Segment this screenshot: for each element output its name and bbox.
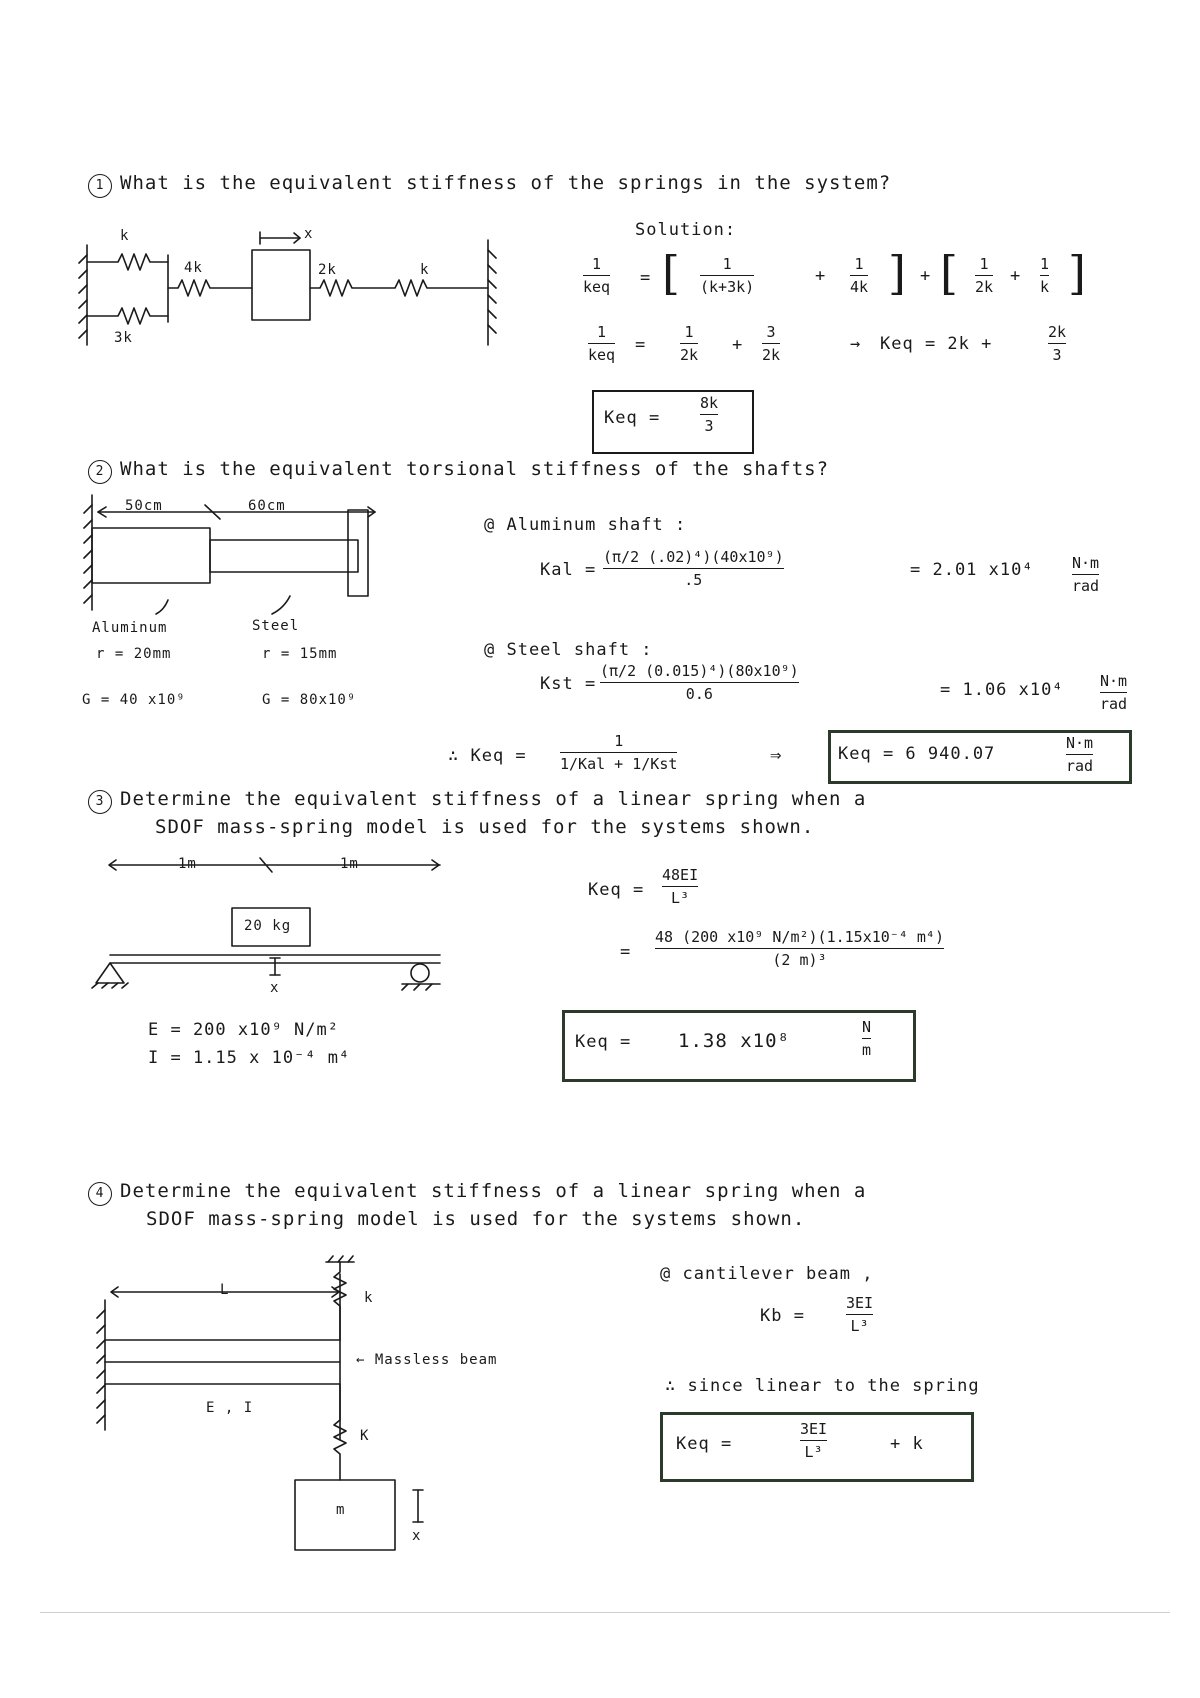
q1-eq1-term2: 1 4k: [850, 255, 869, 296]
q1-eq1-bracket-close2: ]: [1068, 246, 1087, 300]
q1-eq1-term4: 1 k: [1040, 255, 1050, 296]
q2-fig-r1: r = 20mm: [96, 646, 172, 662]
q2-al-frac: (π/2 (.02)⁴)(40x10⁹) .5: [603, 548, 784, 589]
q1-eq2-plus: +: [732, 335, 744, 355]
q2-question: [88, 458, 829, 484]
q1-eq1-bracket-close: ]: [888, 246, 907, 300]
q4-fig-beam-label: ← Massless beam: [356, 1352, 498, 1368]
q1-eq1-lhs: 1 keq: [583, 255, 611, 296]
q2-fig-len2: 60cm: [248, 498, 286, 514]
q1-fig-k-right2: k: [420, 262, 430, 278]
q4-cant-label: @ cantilever beam ,: [660, 1264, 874, 1284]
q2-question-text: What is the equivalent torsional stiffness of the shafts?: [120, 458, 830, 480]
q2-fig-g2: G = 80x10⁹: [262, 692, 357, 708]
q1-eq3-frac: 2k 3: [1048, 323, 1067, 364]
q1-fig-k-mid: 4k: [184, 260, 203, 276]
q1-eq3-lhs: Keq = 2k +: [880, 334, 993, 354]
page-bottom-divider: [40, 1612, 1170, 1613]
q2-fig-r2: r = 15mm: [262, 646, 338, 662]
q1-eq1-term1: 1 (k+3k): [700, 255, 755, 296]
q2-number: 2: [88, 460, 112, 484]
q3-fig-e: E = 200 x10⁹ N/m²: [148, 1020, 339, 1040]
q1-eq1-equals: =: [640, 268, 652, 288]
q3-keq-lhs: Keq =: [588, 880, 645, 900]
q1-number: 1: [88, 174, 112, 198]
q2-keq-lhs: ∴ Keq =: [448, 746, 527, 766]
q2-st-unit: N·m rad: [1100, 672, 1128, 713]
q2-al-label: @ Aluminum shaft :: [484, 515, 687, 535]
q4-number: 4: [88, 1182, 112, 1206]
q3-question-line1: [88, 788, 866, 814]
q2-al-lhs: Kal =: [540, 560, 597, 580]
q3-sub-equals: =: [620, 942, 632, 962]
q3-fig-len1: 1m: [178, 856, 197, 872]
q2-fig-mat1: Aluminum: [92, 620, 168, 636]
q2-fig-mat2: Steel: [252, 618, 300, 634]
q4-question-text: Determine the equivalent stiffness of a linear spring when a: [120, 1180, 867, 1202]
q1-spring-system-figure: [79, 232, 496, 345]
q4-kb-lhs: Kb =: [760, 1306, 805, 1326]
q3-result-lhs: Keq =: [575, 1032, 632, 1052]
q3-question-line2: SDOF mass-spring model is used for the systems shown.: [155, 816, 815, 838]
q3-keq-frac: 48EI L³: [662, 866, 699, 907]
q1-question: [88, 172, 891, 198]
q2-st-lhs: Kst =: [540, 674, 597, 694]
q4-fig-mass: m: [336, 1502, 346, 1518]
q1-eq2-lhs: 1 keq: [588, 323, 616, 364]
q3-fig-disp: x: [270, 980, 280, 996]
q1-eq2-term1: 1 2k: [680, 323, 699, 364]
q1-eq1-bracket-open: [: [662, 246, 681, 300]
q3-number: 3: [88, 790, 112, 814]
q1-eq2-equals: =: [635, 335, 647, 355]
q2-st-result: = 1.06 x10⁴: [940, 680, 1064, 700]
q1-eq1-term3: 1 2k: [975, 255, 994, 296]
q4-fig-k-bot: K: [360, 1428, 370, 1444]
q4-cantilever-figure: [97, 1256, 423, 1550]
q3-question-text: Determine the equivalent stiffness of a linear spring when a: [120, 788, 867, 810]
q1-fig-k-top: k: [120, 228, 130, 244]
q2-al-result: = 2.01 x10⁴: [910, 560, 1034, 580]
q4-question-line1: [88, 1180, 866, 1206]
q2-st-label: @ Steel shaft :: [484, 640, 653, 660]
q1-solution-label: Solution:: [635, 220, 737, 240]
q3-fig-i: I = 1.15 x 10⁻⁴ m⁴: [148, 1048, 351, 1068]
q2-st-frac: (π/2 (0.015)⁴)(80x10⁹) 0.6: [600, 662, 799, 703]
q3-sub-frac: 48 (200 x10⁹ N/m²)(1.15x10⁻⁴ m⁴) (2 m)³: [655, 928, 944, 969]
q1-eq1-plus1: +: [815, 266, 827, 286]
q2-fig-len1: 50cm: [125, 498, 163, 514]
q1-eq1-bracket-open2: [: [940, 246, 959, 300]
q3-result-unit: N m: [862, 1018, 872, 1059]
q4-result-lhs: Keq =: [676, 1434, 733, 1454]
q4-fig-ei: E , I: [206, 1400, 254, 1416]
q4-kb-frac: 3EI L³: [846, 1294, 874, 1335]
q1-fig-disp: x: [304, 226, 314, 242]
q3-result-value: 1.38 x10⁸: [678, 1030, 790, 1052]
q2-fig-g1: G = 40 x10⁹: [82, 692, 186, 708]
q1-eq1-plus2: +: [920, 266, 932, 286]
q2-result-lhs: Keq = 6 940.07: [838, 744, 996, 764]
q1-result-lhs: Keq =: [604, 408, 661, 428]
q2-keq-arrow: ⇒: [770, 744, 783, 766]
q1-eq3-arrow: →: [850, 334, 862, 354]
q2-keq-frac: 1 1/Kal + 1/Kst: [560, 732, 678, 773]
q1-fig-k-right1: 2k: [318, 262, 337, 278]
q1-fig-k-bot: 3k: [114, 330, 133, 346]
q4-fig-k-top: k: [364, 1290, 374, 1306]
q4-result-tail: + k: [890, 1434, 924, 1454]
q3-fig-len2: 1m: [340, 856, 359, 872]
q1-question-text: What is the equivalent stiffness of the springs in the system?: [120, 172, 892, 194]
q1-result-frac: 8k 3: [700, 394, 719, 435]
q3-fig-mass: 20 kg: [244, 918, 292, 934]
q4-since: ∴ since linear to the spring: [665, 1376, 980, 1396]
q1-eq2-term2: 3 2k: [762, 323, 781, 364]
q2-al-unit: N·m rad: [1072, 554, 1100, 595]
q4-fig-len: L: [220, 1282, 230, 1298]
q4-fig-disp: x: [412, 1528, 422, 1544]
q4-result-frac: 3EI L³: [800, 1420, 828, 1461]
q1-eq1-plus3: +: [1010, 266, 1022, 286]
q4-question-line2: SDOF mass-spring model is used for the systems shown.: [146, 1208, 806, 1230]
q2-result-unit: N·m rad: [1066, 734, 1094, 775]
